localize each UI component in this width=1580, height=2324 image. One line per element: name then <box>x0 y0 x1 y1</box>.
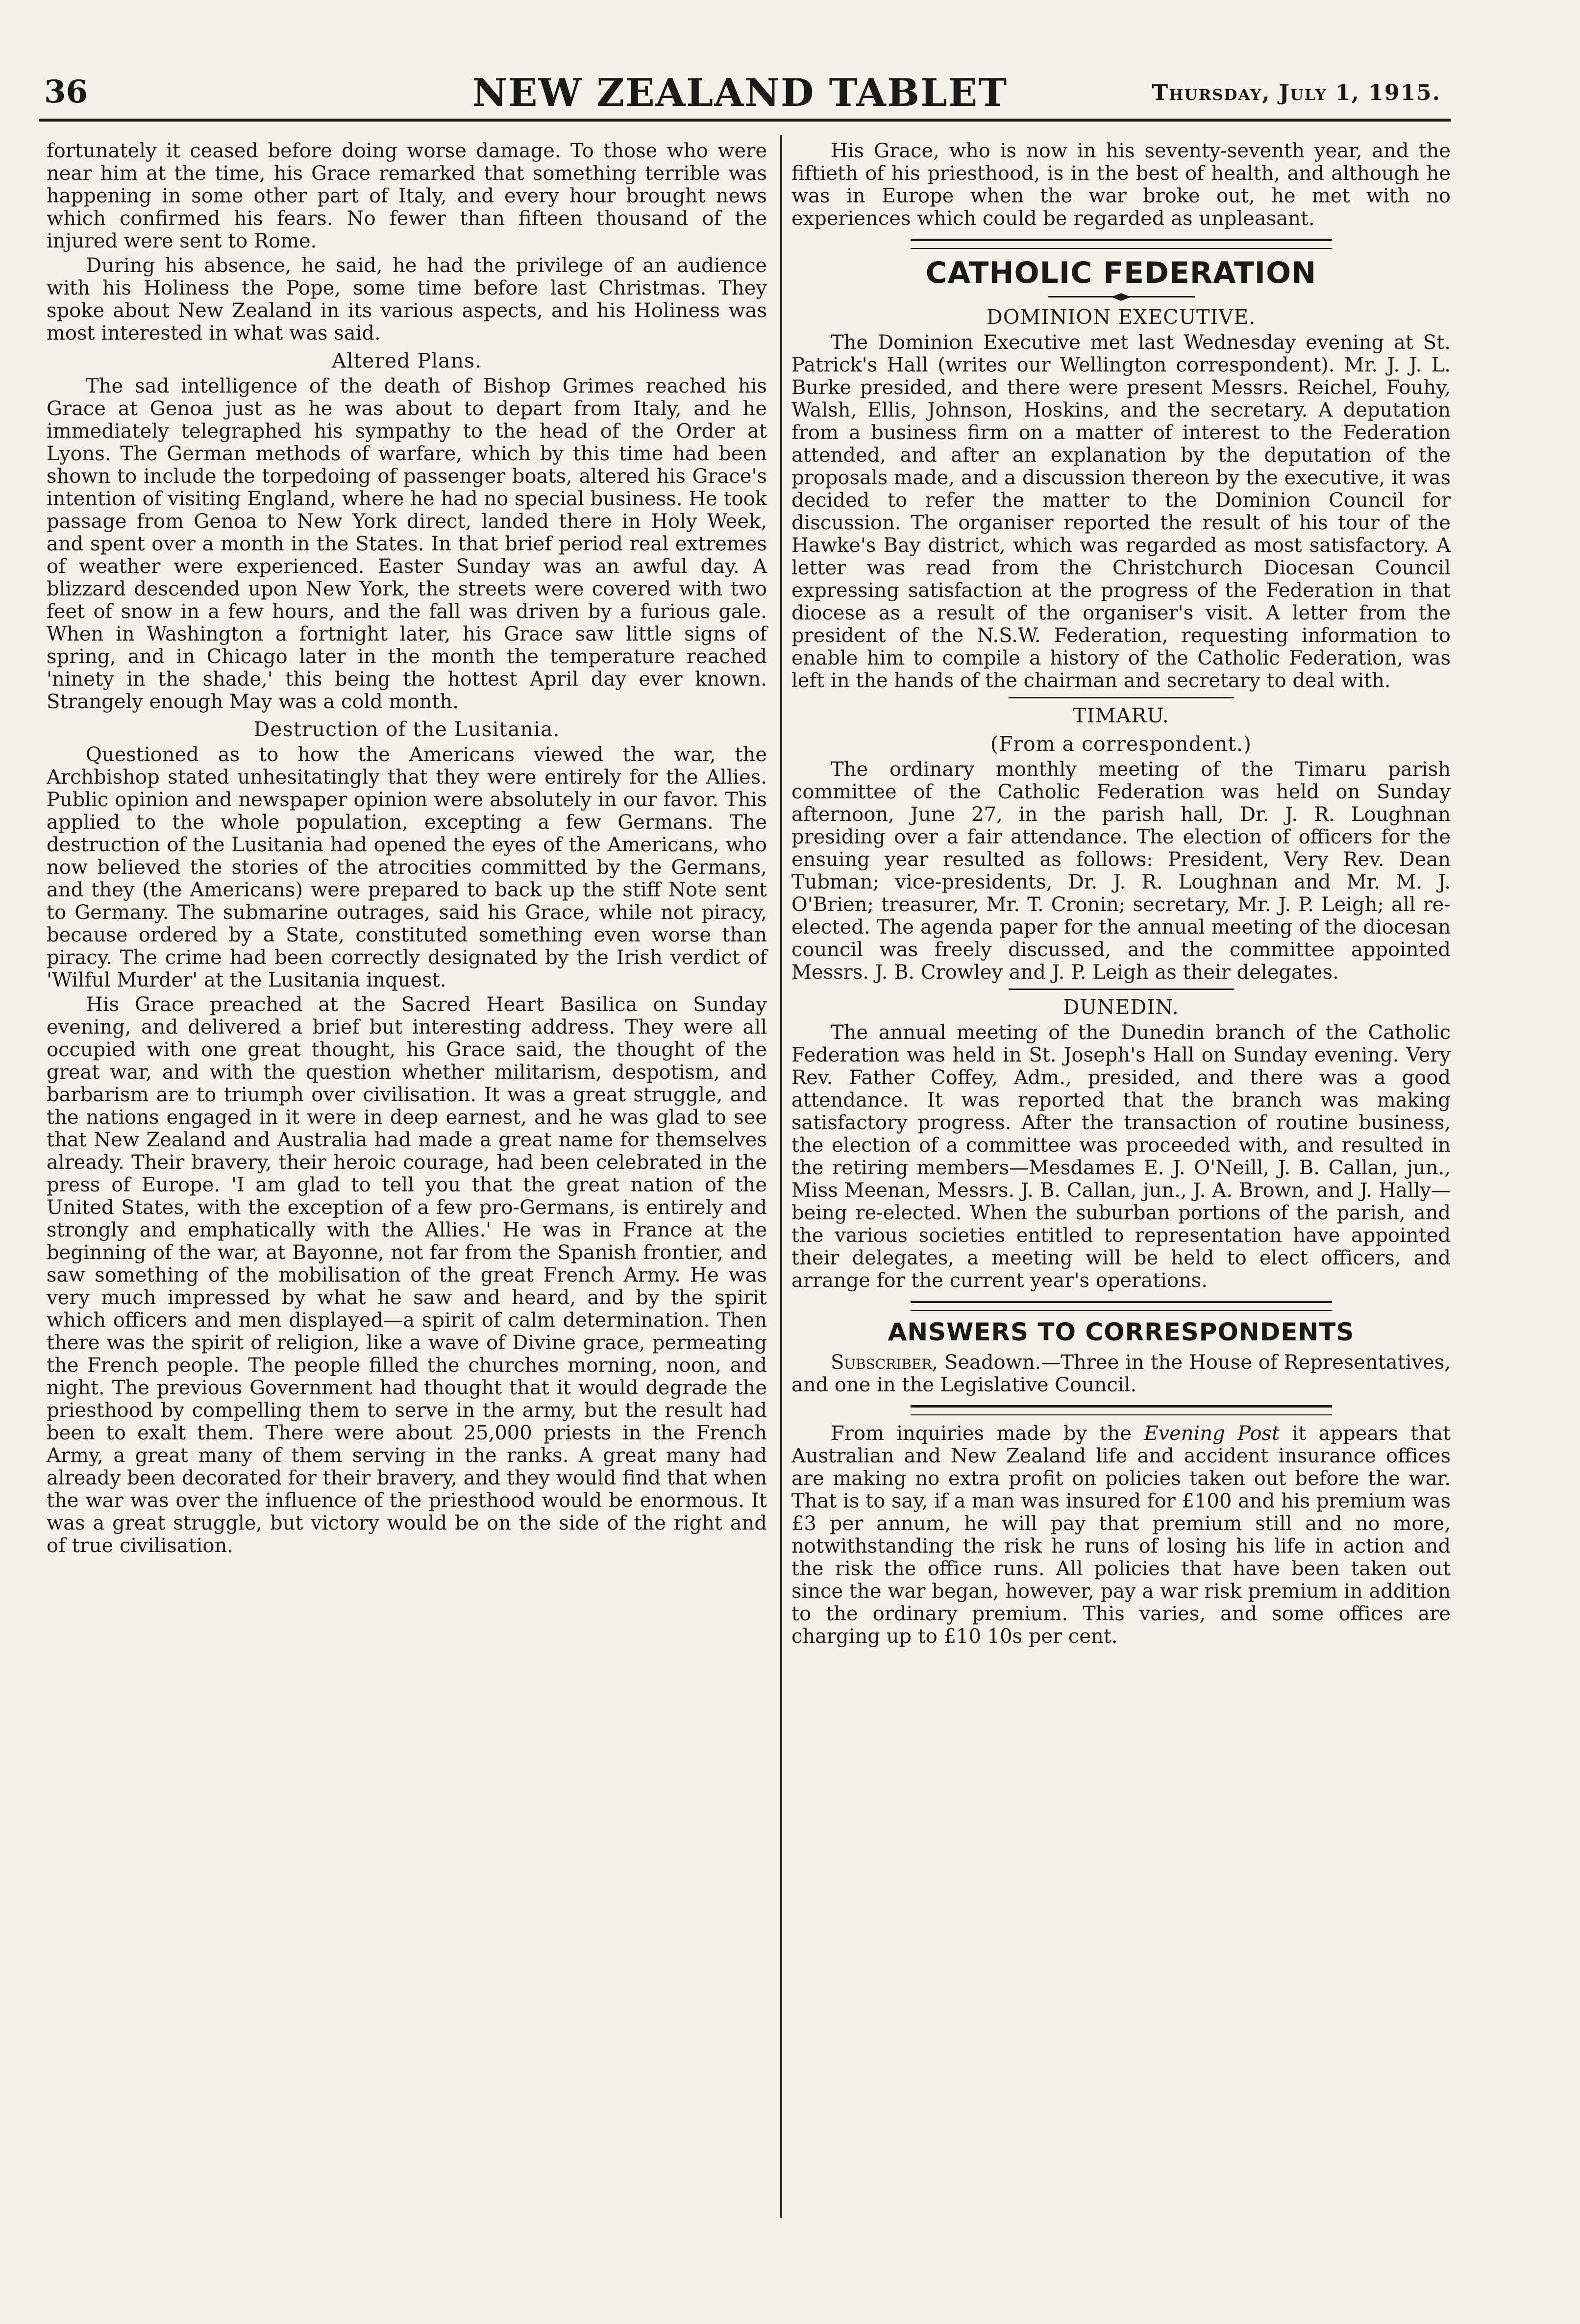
answer-recipient: Subscriber <box>831 1351 932 1374</box>
ornament-divider <box>1048 293 1195 301</box>
subheading-altered-plans: Altered Plans. <box>331 349 482 372</box>
article-paragraph: fortunately it ceased before doing worse damage. To those who were near him at the time, his Grace remarked that something terrible was happening in some other part of Italy, and every hour brought news which confirmed his fears. No fewer than fifteen thousand of the injured were sent to Rome. <box>47 140 767 252</box>
right-column <box>791 140 1451 1650</box>
column-divider <box>780 135 782 2218</box>
answer-paragraph <box>791 1351 1451 1396</box>
section-title-answers: ANSWERS TO CORRESPONDENTS <box>888 1318 1355 1346</box>
article-paragraph: During his absence, he said, he had the privilege of an audience with his Holiness the Pope, some time before last Christmas. They spoke about New Zealand in its various aspects, and his Holiness was most interested in what was said. <box>47 254 767 345</box>
section-divider <box>911 1301 1332 1311</box>
article-paragraph <box>791 1422 1451 1648</box>
article-paragraph: His Grace, who is now in his seventy-seventh year, and the fiftieth of his priesthood, is in the best of health, and although he was in Europe when the war broke out, he met with no experiences which could be regarded as unpleasant. <box>791 140 1451 230</box>
page-number: 36 <box>44 74 88 110</box>
issue-date: Thursday, July 1, 1915. <box>1152 80 1441 105</box>
masthead-title: NEW ZEALAND TABLET <box>472 71 1008 115</box>
newspaper-name: Evening Post <box>1144 1422 1280 1445</box>
article-paragraph: The sad intelligence of the death of Bishop Grimes reached his Grace at Genoa just as he was about to depart from Italy, and he immediately telegraphed his sympathy to the head of the Order at Lyons. The German methods of warfare, which by this time had been shown to include the torpedoing of passenger boats, altered his Grace's intention of visiting England, where he had no special business. He took passage from Genoa to New York direct, landed there in Holy Week, and spent over a month in the States. In that brief period real extremes of weather were experienced. Easter Sunday was an awful day. A blizzard descended upon New York, the streets were covered with two feet of snow in a few hours, and the fall was driven by a furious gale. When in Washington a fortnight later, his Grace saw little signs of spring, and in Chicago later in the month the temperature reached 'ninety in the shade,' this being the hottest April day ever known. Strangely enough May was a cold month. <box>47 375 767 713</box>
section-title-catholic-federation: CATHOLIC FEDERATION <box>925 256 1317 290</box>
section-divider <box>911 1405 1332 1415</box>
insurance-text-start: From inquiries made by the <box>831 1422 1144 1445</box>
subheading-dominion-executive: DOMINION EXECUTIVE. <box>986 305 1256 329</box>
article-paragraph: Questioned as to how the Americans viewed the war, the Archbishop stated unhesitatingly that they were entirely for the Allies. Public opinion and newspaper opinion were absolutely in our favor. This applied to the whole population, excepting a few Germans. The destruction of the Lusitania had opened the eyes of the Americans, who now believed the stories of the atrocities committed by the Germans, and they (the Americans) were prepared to back up the stiff Note sent to Germany. The submarine outrages, said his Grace, while not piracy, because ordered by a State, constituted something even worse than piracy. The crime had been correctly designated by the Irish verdict of 'Wilful Murder' at the Lusitania inquest. <box>47 743 767 991</box>
short-divider <box>1009 697 1234 698</box>
section-divider <box>911 239 1332 249</box>
left-column <box>47 140 767 1559</box>
answer-text: , Seadown.—Three in the House of Representatives, and one in the Legislative Council. <box>791 1351 1451 1396</box>
article-paragraph: His Grace preached at the Sacred Heart Basilica on Sunday evening, and delivered a brief but interesting address. They were all occupied with one great thought, his Grace said, the thought of the great war, and with the question whether militarism, despotism, and barbarism are to triumph over civilisation. It was a great struggle, and the nations engaged in it were in deep earnest, and he was glad to see that New Zealand and Australia had made a great name for themselves already. Their bravery, their heroic courage, had been celebrated in the press of Europe. 'I am glad to tell you that the great nation of the United States, with the exception of a few pro-Germans, is entirely and strongly and emphatically with the Allies.' He was in France at the beginning of the war, at Bayonne, not far from the Spanish frontier, and saw something of the mobilisation of the great French Army. He was very much impressed by what he saw and heard, and by the spirit which officers and men displayed—a spirit of calm determination. Then there was the spirit of religion, like a wave of Divine grace, permeating the French people. The people filled the churches morning, noon, and night. The previous Government had thought that it would degrade the priesthood by compelling them to serve in the army, but the result had been to exalt them. There were about 25,000 priests in the French Army, a great many of them serving in the ranks. A great many had already been decorated for their bravery, and they would find that when the war was over the influence of the priesthood would be enormous. It was a great struggle, but victory would be on the side of the right and of true civilisation. <box>47 993 767 1557</box>
subheading-timaru: TIMARU. <box>1073 704 1169 727</box>
subheading-dunedin: DUNEDIN. <box>1063 995 1179 1019</box>
correspondent-note: (From a correspondent.) <box>990 732 1252 756</box>
article-paragraph: The annual meeting of the Dunedin branch of the Catholic Federation was held in St. Joseph's Hall on Sunday evening. Very Rev. Father Coffey, Adm., presided, and there was a good attendance. It was reported that the branch was making satisfactory progress. After the transaction of routine business, the election of a committee was proceeded with, and resulted in the retiring members—Mesdames E. J. O'Neill, J. B. Callan, jun., Miss Meenan, Messrs. J. B. Callan, jun., J. A. Brown, and J. Hally—being re-elected. When the suburban portions of the parish, and the various societies entitled to representation have appointed their delegates, a meeting will be held to elect officers, and arrange for the current year's operations. <box>791 1021 1451 1292</box>
page-header <box>39 71 1441 115</box>
insurance-text-rest: it appears that Australian and New Zealand life and accident insurance offices are making no extra profit on policies taken out before the war. That is to say, if a man was insured for £100 and his premium was £3 per annum, he will pay that premium still and no more, notwithstanding the risk he runs of losing his life in action and the risk the office runs. All policies that have been taken out since the war began, however, pay a war risk premium in addition to the ordinary premium. This varies, and some offices are charging up to £10 10s per cent. <box>791 1422 1451 1648</box>
subheading-lusitania: Destruction of the Lusitania. <box>253 717 560 741</box>
article-paragraph: The ordinary monthly meeting of the Timaru parish committee of the Catholic Federation was held on Sunday afternoon, June 27, in the parish hall, Dr. J. R. Loughnan presiding over a fair attendance. The election of officers for the ensuing year resulted as follows: President, Very Rev. Dean Tubman; vice-presidents, Dr. J. R. Loughnan and Mr. M. J. O'Brien; treasurer, Mr. T. Cronin; secretary, Mr. J. P. Leigh; all re-elected. The agenda paper for the annual meeting of the diocesan council was freely discussed, and the committee appointed Messrs. J. B. Crowley and J. P. Leigh as their delegates. <box>791 758 1451 984</box>
short-divider <box>1009 989 1234 990</box>
article-paragraph: The Dominion Executive met last Wednesday evening at St. Patrick's Hall (writes our Wellington correspondent). Mr. J. J. L. Burke presided, and there were present Messrs. Reichel, Fouhy, Walsh, Ellis, Johnson, Hoskins, and the secretary. A deputation from a business firm on a matter of interest to the Federation attended, and after an explanation by the deputation of the proposals made, and a discussion thereon by the executive, it was decided to refer the matter to the Dominion Council for discussion. The organiser reported the result of his tour of the Hawke's Bay district, which was regarded as most satisfactory. A letter was read from the Christchurch Diocesan Council expressing satisfaction at the progress of the Federation in that diocese as a result of the organiser's visit. A letter from the president of the N.S.W. Federation, requesting information to enable him to compile a history of the Catholic Federation, was left in the hands of the chairman and secretary to deal with. <box>791 331 1451 692</box>
header-rule <box>39 119 1451 122</box>
